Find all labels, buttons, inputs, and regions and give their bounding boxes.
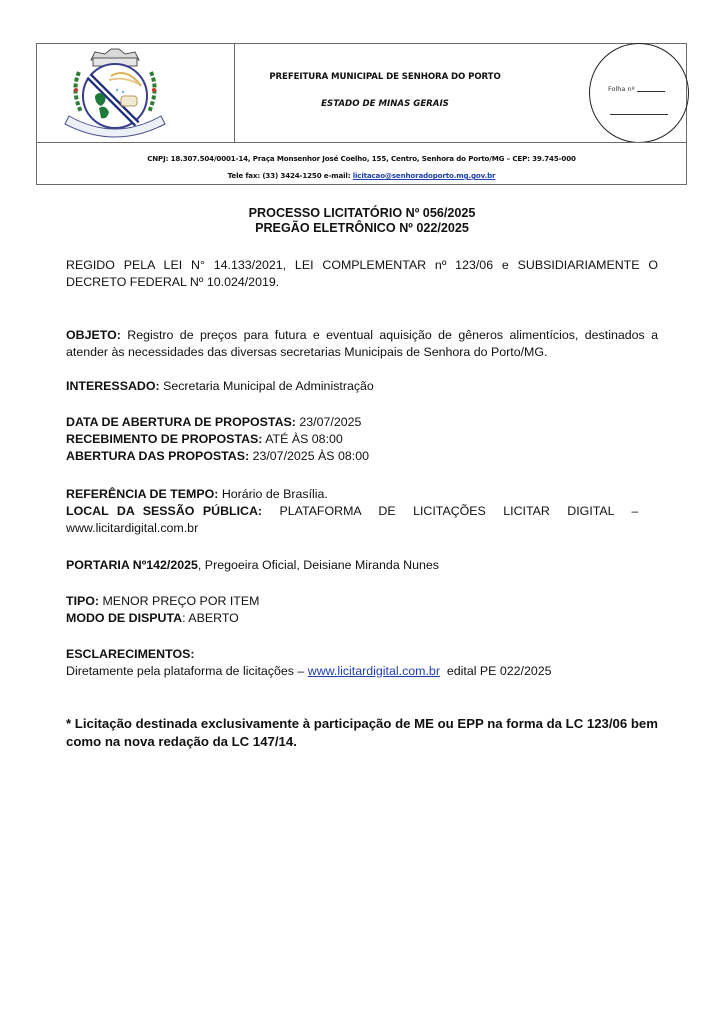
legal-basis: REGIDO PELA LEI N° 14.133/2021, LEI COMPLEMENTAR nº 123/06 e SUBSIDIARIAMENTE O DECRETO FEDERAL Nº 10.024/2019. xyxy=(66,258,658,289)
phone-text: Tele fax: (33) 3424-1250 e-mail: xyxy=(227,171,353,180)
esclarecimentos-label: ESCLARECIMENTOS: xyxy=(66,647,195,661)
email-link[interactable]: licitacao@senhoradoporto.mg.gov.br xyxy=(352,171,496,180)
coat-of-arms-icon xyxy=(49,46,189,140)
local-url: www.licitardigital.com.br xyxy=(66,521,199,535)
local-value: PLATAFORMA DE LICITAÇÕES LICITAR DIGITAL – xyxy=(262,504,639,518)
recebimento-value: ATÉ ÀS 08:00 xyxy=(262,432,343,446)
auction-title: PREGÃO ELETRÔNICO Nº 022/2025 xyxy=(255,221,469,235)
data-abertura-value: 23/07/2025 xyxy=(295,415,362,429)
recebimento xyxy=(66,431,658,448)
tipo-label: TIPO: xyxy=(66,594,100,608)
portaria-section xyxy=(66,557,658,574)
contact-phone-email xyxy=(37,171,686,180)
data-abertura xyxy=(66,414,658,431)
signature-blank xyxy=(610,114,668,115)
esclarecimentos-suffix: edital PE 022/2025 xyxy=(439,664,552,678)
state-name: ESTADO DE MINAS GERAIS xyxy=(321,99,449,109)
portaria-value: , Pregoeira Oficial, Deisiane Miranda Nunes xyxy=(197,558,439,572)
objeto-value: Registro de preços para futura e eventual aquisição de gêneros alimentícios, destinados a atender às necessidades das diversas secretarias Municipais de Senhora do Porto/MG. xyxy=(66,328,658,359)
objeto-label: OBJETO: xyxy=(66,328,121,342)
esclarecimentos-prefix: Diretamente pela plataforma de licitações – xyxy=(66,664,308,678)
process-title: PROCESSO LICITATÓRIO Nº 056/2025 xyxy=(248,206,476,220)
referencia-label: REFERÊNCIA DE TEMPO: xyxy=(66,487,219,501)
abertura-propostas-label: ABERTURA DAS PROPOSTAS: xyxy=(66,449,250,463)
referencia-value: Horário de Brasília. xyxy=(218,487,328,501)
data-abertura-label: DATA DE ABERTURA DE PROPOSTAS: xyxy=(66,415,296,429)
referencia-tempo xyxy=(66,486,658,503)
page-stamp xyxy=(589,43,689,143)
organization-name: PREFEITURA MUNICIPAL DE SENHORA DO PORTO xyxy=(269,72,501,82)
letterhead xyxy=(36,43,687,185)
logo-cell xyxy=(37,44,235,142)
tipo-section xyxy=(66,593,658,610)
folha-number-blank xyxy=(637,91,665,92)
interessado-section xyxy=(66,378,658,395)
recebimento-label: RECEBIMENTO DE PROPOSTAS: xyxy=(66,432,263,446)
header-divider xyxy=(37,142,686,143)
local-label: LOCAL DA SESSÃO PÚBLICA: xyxy=(66,504,263,518)
folha-label: Folha nº xyxy=(608,85,635,93)
folha-field xyxy=(608,85,665,93)
interessado-label: INTERESSADO: xyxy=(66,379,160,393)
local-sessao xyxy=(66,503,658,520)
licitar-digital-link[interactable]: www.licitardigital.com.br xyxy=(307,664,440,678)
esclarecimentos-text xyxy=(66,663,658,680)
contact-address: CNPJ: 18.307.504/0001-14, Praça Monsenhor José Coelho, 155, Centro, Senhora do Porto/MG – CEP: 39.745-000 xyxy=(147,154,576,163)
abertura-propostas xyxy=(66,448,658,465)
objeto-section xyxy=(66,327,658,361)
modo-value: : ABERTO xyxy=(182,611,239,625)
tipo-value: MENOR PREÇO POR ITEM xyxy=(99,594,260,608)
interessado-value: Secretaria Municipal de Administração xyxy=(159,379,374,393)
me-epp-notice: * Licitação destinada exclusivamente à participação de ME ou EPP na forma da LC 123/06 bem como na nova redação da LC 147/14. xyxy=(66,716,658,749)
portaria-label: PORTARIA Nº142/2025 xyxy=(66,558,198,572)
modo-label: MODO DE DISPUTA xyxy=(66,611,183,625)
modo-section xyxy=(66,610,658,627)
abertura-propostas-value: 23/07/2025 ÀS 08:00 xyxy=(249,449,370,463)
